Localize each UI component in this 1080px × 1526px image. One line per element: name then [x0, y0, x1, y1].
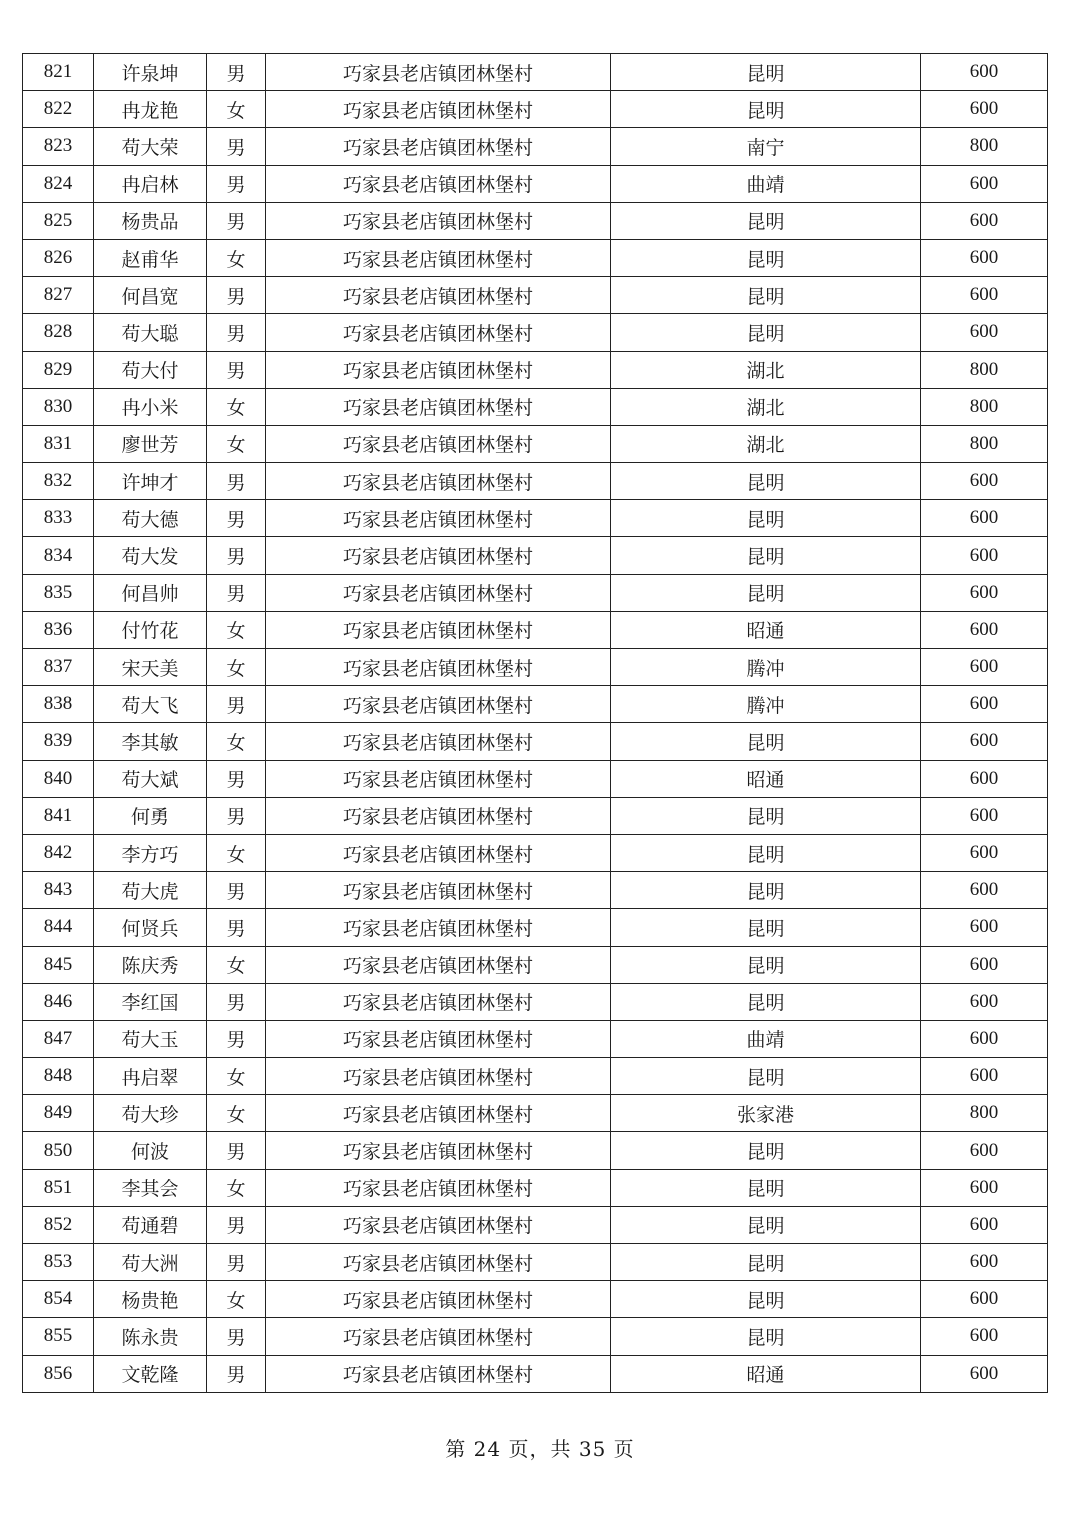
cell-address: 巧家县老店镇团林堡村 — [266, 611, 611, 648]
cell-address: 巧家县老店镇团林堡村 — [266, 1281, 611, 1318]
cell-destination: 昆明 — [611, 1169, 921, 1206]
cell-address: 巧家县老店镇团林堡村 — [266, 54, 611, 91]
cell-address: 巧家县老店镇团林堡村 — [266, 91, 611, 128]
cell-number: 855 — [23, 1318, 94, 1355]
cell-amount: 600 — [921, 239, 1048, 276]
cell-gender: 男 — [207, 202, 266, 239]
cell-address: 巧家县老店镇团林堡村 — [266, 351, 611, 388]
cell-gender: 男 — [207, 314, 266, 351]
cell-amount: 600 — [921, 946, 1048, 983]
cell-number: 836 — [23, 611, 94, 648]
cell-name: 冉启林 — [94, 165, 207, 202]
cell-amount: 600 — [921, 611, 1048, 648]
cell-number: 824 — [23, 165, 94, 202]
cell-gender: 女 — [207, 834, 266, 871]
cell-destination: 昆明 — [611, 909, 921, 946]
cell-address: 巧家县老店镇团林堡村 — [266, 834, 611, 871]
cell-destination: 昆明 — [611, 1318, 921, 1355]
cell-number: 842 — [23, 834, 94, 871]
cell-amount: 600 — [921, 463, 1048, 500]
cell-number: 853 — [23, 1244, 94, 1281]
table-row — [23, 1058, 1048, 1095]
cell-gender: 女 — [207, 1058, 266, 1095]
cell-destination: 曲靖 — [611, 1020, 921, 1057]
cell-destination: 昆明 — [611, 314, 921, 351]
cell-amount: 600 — [921, 1244, 1048, 1281]
cell-name: 苟大洲 — [94, 1244, 207, 1281]
table-row — [23, 202, 1048, 239]
cell-address: 巧家县老店镇团林堡村 — [266, 1355, 611, 1392]
cell-address: 巧家县老店镇团林堡村 — [266, 909, 611, 946]
cell-number: 827 — [23, 277, 94, 314]
table-row — [23, 649, 1048, 686]
cell-amount: 600 — [921, 1318, 1048, 1355]
cell-amount: 600 — [921, 91, 1048, 128]
cell-address: 巧家县老店镇团林堡村 — [266, 872, 611, 909]
cell-destination: 昆明 — [611, 1281, 921, 1318]
table-row — [23, 834, 1048, 871]
cell-amount: 600 — [921, 500, 1048, 537]
table-row — [23, 909, 1048, 946]
cell-number: 848 — [23, 1058, 94, 1095]
cell-address: 巧家县老店镇团林堡村 — [266, 686, 611, 723]
cell-gender: 女 — [207, 946, 266, 983]
cell-name: 苟大虎 — [94, 872, 207, 909]
cell-address: 巧家县老店镇团林堡村 — [266, 463, 611, 500]
cell-address: 巧家县老店镇团林堡村 — [266, 983, 611, 1020]
cell-amount: 800 — [921, 351, 1048, 388]
cell-amount: 600 — [921, 54, 1048, 91]
cell-amount: 600 — [921, 1355, 1048, 1392]
cell-number: 838 — [23, 686, 94, 723]
cell-gender: 女 — [207, 723, 266, 760]
cell-name: 宋天美 — [94, 649, 207, 686]
cell-name: 苟大玉 — [94, 1020, 207, 1057]
cell-gender: 男 — [207, 165, 266, 202]
cell-amount: 600 — [921, 760, 1048, 797]
cell-number: 829 — [23, 351, 94, 388]
table-row — [23, 1355, 1048, 1392]
cell-number: 854 — [23, 1281, 94, 1318]
cell-name: 何勇 — [94, 797, 207, 834]
table-row — [23, 537, 1048, 574]
cell-destination: 昆明 — [611, 983, 921, 1020]
cell-amount: 600 — [921, 983, 1048, 1020]
roster-table — [22, 53, 1048, 1393]
cell-destination: 腾冲 — [611, 686, 921, 723]
table-row — [23, 1206, 1048, 1243]
cell-amount: 600 — [921, 797, 1048, 834]
cell-number: 850 — [23, 1132, 94, 1169]
cell-name: 赵甫华 — [94, 239, 207, 276]
cell-gender: 男 — [207, 1206, 266, 1243]
table-row — [23, 946, 1048, 983]
cell-amount: 800 — [921, 388, 1048, 425]
cell-address: 巧家县老店镇团林堡村 — [266, 1020, 611, 1057]
cell-number: 832 — [23, 463, 94, 500]
table-row — [23, 277, 1048, 314]
cell-destination: 昆明 — [611, 797, 921, 834]
cell-amount: 600 — [921, 872, 1048, 909]
cell-amount: 600 — [921, 1281, 1048, 1318]
cell-number: 823 — [23, 128, 94, 165]
cell-destination: 昭通 — [611, 1355, 921, 1392]
cell-destination: 昆明 — [611, 1244, 921, 1281]
cell-amount: 600 — [921, 1058, 1048, 1095]
cell-gender: 男 — [207, 1020, 266, 1057]
cell-number: 830 — [23, 388, 94, 425]
cell-gender: 男 — [207, 54, 266, 91]
cell-gender: 男 — [207, 797, 266, 834]
cell-destination: 昭通 — [611, 760, 921, 797]
cell-name: 陈永贵 — [94, 1318, 207, 1355]
cell-destination: 昆明 — [611, 277, 921, 314]
cell-address: 巧家县老店镇团林堡村 — [266, 537, 611, 574]
cell-address: 巧家县老店镇团林堡村 — [266, 388, 611, 425]
cell-number: 831 — [23, 425, 94, 462]
cell-number: 849 — [23, 1095, 94, 1132]
cell-name: 廖世芳 — [94, 425, 207, 462]
table-row — [23, 500, 1048, 537]
cell-destination: 南宁 — [611, 128, 921, 165]
cell-name: 文乾隆 — [94, 1355, 207, 1392]
cell-name: 许坤才 — [94, 463, 207, 500]
cell-gender: 男 — [207, 1244, 266, 1281]
cell-amount: 600 — [921, 686, 1048, 723]
cell-number: 825 — [23, 202, 94, 239]
cell-name: 苟大斌 — [94, 760, 207, 797]
cell-amount: 800 — [921, 1095, 1048, 1132]
cell-address: 巧家县老店镇团林堡村 — [266, 202, 611, 239]
table-row — [23, 611, 1048, 648]
roster-table-body — [23, 54, 1048, 1393]
table-row — [23, 1132, 1048, 1169]
cell-destination: 昆明 — [611, 239, 921, 276]
cell-number: 826 — [23, 239, 94, 276]
cell-destination: 昆明 — [611, 463, 921, 500]
cell-gender: 女 — [207, 1281, 266, 1318]
cell-destination: 昆明 — [611, 500, 921, 537]
cell-name: 何昌宽 — [94, 277, 207, 314]
cell-address: 巧家县老店镇团林堡村 — [266, 1132, 611, 1169]
cell-name: 苟大发 — [94, 537, 207, 574]
cell-number: 841 — [23, 797, 94, 834]
cell-destination: 昆明 — [611, 1058, 921, 1095]
cell-name: 付竹花 — [94, 611, 207, 648]
cell-name: 李其会 — [94, 1169, 207, 1206]
table-row — [23, 1095, 1048, 1132]
cell-number: 844 — [23, 909, 94, 946]
cell-amount: 600 — [921, 909, 1048, 946]
table-row — [23, 388, 1048, 425]
cell-destination: 湖北 — [611, 388, 921, 425]
cell-destination: 昆明 — [611, 574, 921, 611]
cell-address: 巧家县老店镇团林堡村 — [266, 500, 611, 537]
cell-gender: 男 — [207, 760, 266, 797]
cell-name: 何昌帅 — [94, 574, 207, 611]
cell-amount: 600 — [921, 1206, 1048, 1243]
cell-amount: 600 — [921, 537, 1048, 574]
cell-address: 巧家县老店镇团林堡村 — [266, 425, 611, 462]
cell-number: 856 — [23, 1355, 94, 1392]
cell-number: 839 — [23, 723, 94, 760]
cell-amount: 600 — [921, 165, 1048, 202]
table-row — [23, 574, 1048, 611]
cell-amount: 600 — [921, 277, 1048, 314]
cell-gender: 男 — [207, 686, 266, 723]
cell-gender: 男 — [207, 128, 266, 165]
cell-number: 835 — [23, 574, 94, 611]
table-row — [23, 983, 1048, 1020]
cell-name: 李方巧 — [94, 834, 207, 871]
cell-destination: 昆明 — [611, 1132, 921, 1169]
cell-address: 巧家县老店镇团林堡村 — [266, 1095, 611, 1132]
cell-number: 833 — [23, 500, 94, 537]
table-row — [23, 425, 1048, 462]
cell-gender: 女 — [207, 611, 266, 648]
cell-gender: 男 — [207, 983, 266, 1020]
cell-name: 冉龙艳 — [94, 91, 207, 128]
cell-name: 苟大荣 — [94, 128, 207, 165]
cell-gender: 女 — [207, 388, 266, 425]
cell-destination: 昆明 — [611, 1206, 921, 1243]
cell-gender: 男 — [207, 1355, 266, 1392]
table-row — [23, 314, 1048, 351]
cell-address: 巧家县老店镇团林堡村 — [266, 1058, 611, 1095]
table-row — [23, 872, 1048, 909]
cell-gender: 女 — [207, 1095, 266, 1132]
cell-amount: 600 — [921, 1132, 1048, 1169]
cell-address: 巧家县老店镇团林堡村 — [266, 649, 611, 686]
cell-gender: 男 — [207, 909, 266, 946]
cell-address: 巧家县老店镇团林堡村 — [266, 165, 611, 202]
cell-destination: 昆明 — [611, 91, 921, 128]
cell-number: 847 — [23, 1020, 94, 1057]
table-row — [23, 723, 1048, 760]
cell-address: 巧家县老店镇团林堡村 — [266, 314, 611, 351]
table-row — [23, 686, 1048, 723]
cell-amount: 800 — [921, 425, 1048, 462]
cell-number: 852 — [23, 1206, 94, 1243]
table-row — [23, 797, 1048, 834]
table-row — [23, 1281, 1048, 1318]
table-row — [23, 91, 1048, 128]
cell-gender: 男 — [207, 872, 266, 909]
cell-address: 巧家县老店镇团林堡村 — [266, 1206, 611, 1243]
cell-address: 巧家县老店镇团林堡村 — [266, 946, 611, 983]
cell-amount: 600 — [921, 1169, 1048, 1206]
cell-address: 巧家县老店镇团林堡村 — [266, 1318, 611, 1355]
cell-number: 828 — [23, 314, 94, 351]
cell-address: 巧家县老店镇团林堡村 — [266, 277, 611, 314]
cell-address: 巧家县老店镇团林堡村 — [266, 723, 611, 760]
cell-destination: 湖北 — [611, 351, 921, 388]
cell-name: 何波 — [94, 1132, 207, 1169]
cell-name: 杨贵艳 — [94, 1281, 207, 1318]
cell-name: 苟大聪 — [94, 314, 207, 351]
cell-name: 苟大付 — [94, 351, 207, 388]
table-row — [23, 54, 1048, 91]
cell-amount: 600 — [921, 202, 1048, 239]
cell-name: 苟大珍 — [94, 1095, 207, 1132]
cell-number: 843 — [23, 872, 94, 909]
cell-gender: 女 — [207, 91, 266, 128]
cell-destination: 昆明 — [611, 54, 921, 91]
table-row — [23, 165, 1048, 202]
cell-name: 杨贵品 — [94, 202, 207, 239]
table-row — [23, 760, 1048, 797]
cell-address: 巧家县老店镇团林堡村 — [266, 128, 611, 165]
cell-gender: 女 — [207, 425, 266, 462]
cell-name: 苟大飞 — [94, 686, 207, 723]
page-number-footer: 第 24 页，共 35 页 — [445, 1437, 635, 1461]
table-row — [23, 1169, 1048, 1206]
cell-name: 苟通碧 — [94, 1206, 207, 1243]
cell-name: 冉启翠 — [94, 1058, 207, 1095]
table-row — [23, 1244, 1048, 1281]
cell-destination: 张家港 — [611, 1095, 921, 1132]
cell-destination: 昆明 — [611, 834, 921, 871]
cell-gender: 女 — [207, 1169, 266, 1206]
cell-amount: 600 — [921, 314, 1048, 351]
cell-gender: 男 — [207, 351, 266, 388]
cell-destination: 湖北 — [611, 425, 921, 462]
cell-gender: 男 — [207, 277, 266, 314]
cell-amount: 600 — [921, 834, 1048, 871]
cell-address: 巧家县老店镇团林堡村 — [266, 574, 611, 611]
cell-destination: 昆明 — [611, 202, 921, 239]
cell-number: 821 — [23, 54, 94, 91]
cell-name: 何贤兵 — [94, 909, 207, 946]
cell-name: 李其敏 — [94, 723, 207, 760]
cell-name: 苟大德 — [94, 500, 207, 537]
cell-destination: 昆明 — [611, 946, 921, 983]
table-row — [23, 351, 1048, 388]
table-row — [23, 463, 1048, 500]
cell-amount: 600 — [921, 1020, 1048, 1057]
cell-name: 李红国 — [94, 983, 207, 1020]
cell-destination: 昆明 — [611, 723, 921, 760]
cell-gender: 男 — [207, 463, 266, 500]
cell-address: 巧家县老店镇团林堡村 — [266, 797, 611, 834]
cell-destination: 曲靖 — [611, 165, 921, 202]
cell-number: 846 — [23, 983, 94, 1020]
cell-name: 冉小米 — [94, 388, 207, 425]
table-row — [23, 1318, 1048, 1355]
cell-amount: 600 — [921, 649, 1048, 686]
cell-address: 巧家县老店镇团林堡村 — [266, 1244, 611, 1281]
cell-number: 837 — [23, 649, 94, 686]
cell-gender: 女 — [207, 649, 266, 686]
table-row — [23, 128, 1048, 165]
cell-gender: 男 — [207, 500, 266, 537]
cell-gender: 男 — [207, 574, 266, 611]
cell-gender: 男 — [207, 1132, 266, 1169]
cell-number: 834 — [23, 537, 94, 574]
cell-destination: 昭通 — [611, 611, 921, 648]
cell-number: 851 — [23, 1169, 94, 1206]
cell-name: 陈庆秀 — [94, 946, 207, 983]
cell-gender: 男 — [207, 537, 266, 574]
table-row — [23, 1020, 1048, 1057]
cell-amount: 600 — [921, 574, 1048, 611]
cell-gender: 女 — [207, 239, 266, 276]
cell-amount: 800 — [921, 128, 1048, 165]
table-row — [23, 239, 1048, 276]
cell-destination: 昆明 — [611, 872, 921, 909]
cell-number: 840 — [23, 760, 94, 797]
cell-address: 巧家县老店镇团林堡村 — [266, 239, 611, 276]
cell-number: 822 — [23, 91, 94, 128]
cell-amount: 600 — [921, 723, 1048, 760]
cell-address: 巧家县老店镇团林堡村 — [266, 1169, 611, 1206]
cell-gender: 男 — [207, 1318, 266, 1355]
cell-name: 许泉坤 — [94, 54, 207, 91]
cell-number: 845 — [23, 946, 94, 983]
cell-address: 巧家县老店镇团林堡村 — [266, 760, 611, 797]
cell-destination: 腾冲 — [611, 649, 921, 686]
cell-destination: 昆明 — [611, 537, 921, 574]
